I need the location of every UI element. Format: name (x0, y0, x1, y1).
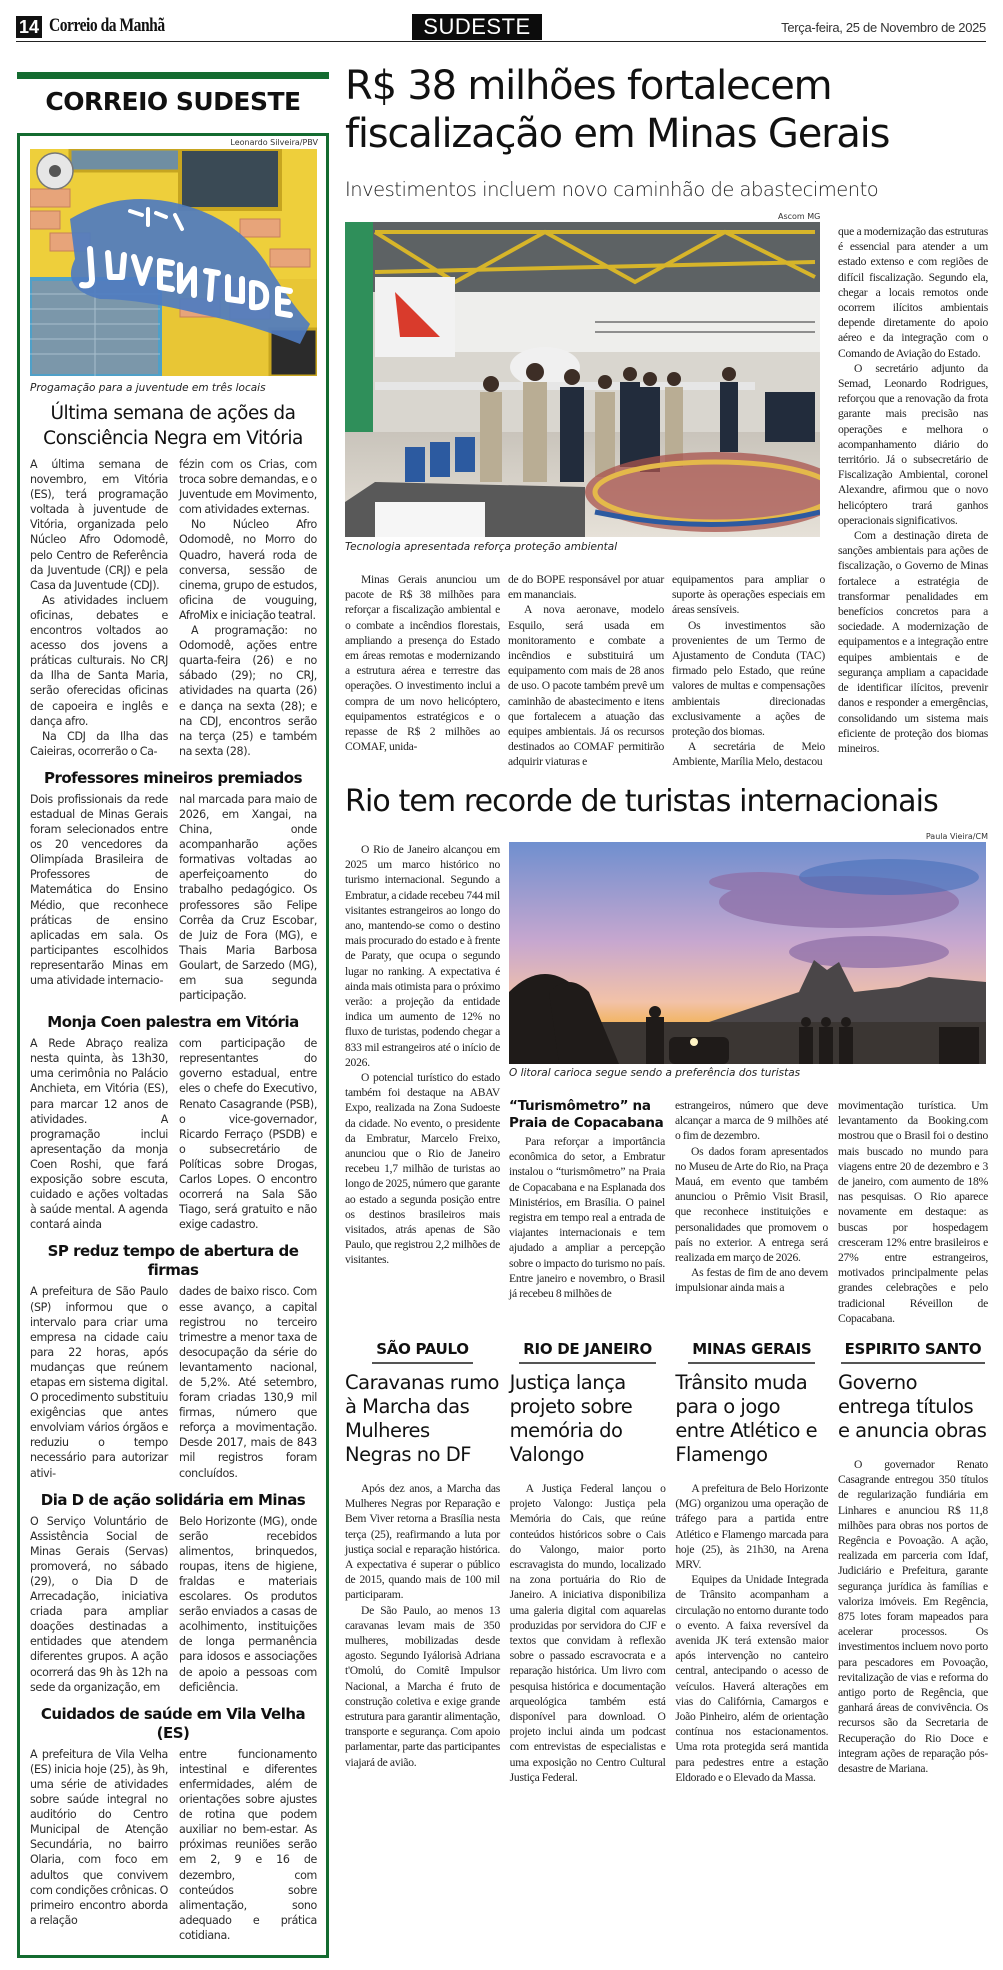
photo-caption: Tecnologia apresentada reforça proteção ambiental (345, 541, 618, 553)
text-column (179, 792, 317, 1003)
text-column (30, 1514, 168, 1695)
brief-headline[interactable]: Cuidados de saúde em Vila Velha (ES) (40, 1704, 306, 1742)
paragraph: O Serviço Voluntário de Assistência Social de Minas Gerais (Servas) promoverá, no sábado (29), o Dia D de Arrecadação, iniciativa criada para ampliar doações destinadas a entidades que atendem diferentes grupos. A ação ocorrerá das 9h às 12h na sede da organização, em (30, 1514, 168, 1694)
paragraph: entre funcionamento intestinal e diferentes enfermidades, além de orientações sobre ajustes de rotina que podem auxiliar no bem-estar. As próximas reuniões serão em 2, 9 e 16 de dezembro, com conteúdos sobre alimentação, sono adequado e prática cotidiana. (179, 1747, 317, 1942)
paragraph: A prefeitura de Vila Velha (ES) inicia hoje (25), às 9h, uma série de atividades sobre saúde integral no auditório do Centro Municipal de Atenção Secundária, no bairro Olaria, com foco em adultos que convivem com condições crônicas. O primeiro encontro aborda a relação (30, 1747, 168, 1927)
paragraph: Para reforçar a importância econômica do setor, a Embratur instalou o “turismômetro” na Praia de Copacabana e na Esplanada dos Ministérios, em Brasília. O painel registra em tempo real a entrada de viajantes internacionais e tem ajudado a ampliar a percepção sobre o impacto do turismo no país. Entre janeiro e novembro, o Brasil já recebeu 8 milhões de (509, 1135, 665, 1301)
paragraph: A prefeitura de Belo Horizonte (MG) organizou uma operação de tráfego para a partida entre Atlético e Flamengo marcada para hoje (25), às 21h30, na Arena MRV. (675, 1482, 829, 1572)
paragraph: equipamentos para ampliar o suporte às operações especiais em áreas sensíveis. (672, 573, 825, 617)
regional-body (510, 1481, 666, 1785)
brief-body (30, 1036, 317, 1232)
regional-briefs (345, 1340, 988, 1785)
paragraph: Os investimentos são provenientes de um Termo de Ajustamento de Conduta (TAC) firmado pelo Estado, que reúne valores de multas e compensações ambientais direcionadas exclusivamente a ações de proteção dos biomas. (672, 618, 825, 739)
paragraph: No Núcleo Afro Odomodê, no Morro do Quadro, haverá roda de conversa, sessão de cinema, grupo de estudos, oficina de vouguing, AfroMix e iniciação teatral. (179, 518, 317, 622)
paragraph: A programação: no Odomodê, ações entre quarta-feira (26) e no sábado (29); no CRJ, atividades na quarta (26) e dança na sexta (28); e na CDJ, encontros serão na terça (25) e também na sexta (28). (179, 624, 317, 758)
regional-brief-minas-gerais (675, 1340, 828, 1785)
main-story-column-3 (672, 572, 825, 770)
paragraph: Belo Horizonte (MG), onde serão recebidos alimentos, brinquedos, roupas, itens de higiene, fraldas e materiais escolares. Os produtos serão enviados a casas de acolhimento, instituições de longa permanência para idosos e associações de apoio a pessoas com deficiência. (179, 1514, 317, 1694)
brief-body (30, 1514, 317, 1695)
paragraph: com participação de representantes do governo estadual, entre eles o chefe do Executivo, Renato Casagrande (PSB), o vice-governador, Ricardo Ferraço (PSDB) e o subsecretário de Políticas sobre Drogas, Carlos Lopes. O encontro ocorrerá na Sala São Tiago, será gratuito e não exige cadastro. (179, 1037, 317, 1232)
regional-headline[interactable]: Justiça lança projeto sobre memória do Valongo (509, 1371, 633, 1466)
main-story-column-4 (838, 224, 988, 756)
sidebar-lead-headline[interactable]: Última semana de ações da Consciência Negra em Vitória (43, 403, 303, 449)
region-label-espirito-santo[interactable]: ESPIRITO SANTO (841, 1340, 986, 1364)
text-column (179, 1284, 317, 1480)
paragraph: A última semana de novembro, em Vitória (ES), terá programação voltada à juventude de Vitória, organizada pelo Núcleo Afro Odomodê, pelo Centro de Referência da Juventude (CRJ) e pela Casa da Juventude (CDJ). (30, 458, 168, 592)
paragraph: fézin com os Crias, com troca sobre demandas, e o Juventude em Movimento, com atividades externas. (179, 458, 317, 517)
paragraph: movimentação turística. Um levantamento da Booking.com mostrou que o Brasil foi o destino mais buscado no mundo para viagens entre 20 de dezembro e 3 de janeiro, com aumento de 18% nas pesquisas. O Rio aparece novamente em destaque: as buscas por hospedagem cresceram 12% entre brasileiros e 27% entre estrangeiros, motivados principalmente pelas grandes celebrações e pelo tradicional Réveillon de Copacabana. (838, 1099, 988, 1325)
rio-story-column-4 (838, 1098, 988, 1326)
paragraph: Dois profissionais da rede estadual de Minas Gerais foram selecionados entre os 20 vencedores da Olimpíada Brasileira de Professores de Matemática do Ensino Médio, que reconhece práticas de ensino aplicadas em sala. Os participantes escolhidos representarão Minas em uma atividade internacio- (30, 792, 168, 987)
photo-credit: Paula Vieira/CM (925, 832, 988, 841)
paragraph: de do BOPE responsável por atuar em mananciais. (508, 573, 664, 602)
paragraph: A Justiça Federal lançou o projeto Valongo: Justiça pela Memória do Cais, que reúne conteúdos históricos sobre o Cais do Valongo, maior porto escravagista do mundo, localizado na zona portuária do Rio de Janeiro. A iniciativa disponibiliza uma galeria digital com aquarelas produzidas por servidora do CJF e textos que convidam à reflexão sobre o passado escravocrata e a reparação histórica. Um livro com pesquisa histórica e documentação arqueológica também está disponível para download. O projeto inclui ainda um podcast com entrevistas de especialistas e uma exposição no Centro Cultural Justiça Federal. (509, 1482, 666, 1784)
regional-brief-espirito-santo (838, 1340, 988, 1776)
sidebar-lead-body (30, 457, 317, 759)
regional-headline[interactable]: Trânsito muda para o jogo entre Atlético e Flamengo (675, 1371, 818, 1466)
text-column (179, 1747, 317, 1943)
photo-caption: Progamação para a juventude em três locais (30, 382, 266, 394)
regional-headline[interactable]: Governo entrega títulos e anuncia obras (837, 1371, 987, 1442)
newspaper-name[interactable]: Correio da Manhã (49, 15, 165, 36)
text-column (179, 1514, 317, 1695)
regional-headline[interactable]: Caravanas rumo à Marcha das Mulheres Negras no DF (345, 1371, 499, 1466)
paragraph: A secretária de Meio Ambiente, Marília Melo, destacou (672, 740, 825, 769)
paragraph: estrangeiros, número que deve alcançar a marca de 9 milhões até o fim de dezembro. (675, 1099, 828, 1143)
region-label-rio-de-janeiro[interactable]: RIO DE JANEIRO (519, 1340, 656, 1364)
main-story-body (345, 541, 825, 770)
paragraph: As festas de fim de ano devem impulsionar ainda mais a (675, 1266, 828, 1295)
rio-story-column-1 (345, 832, 500, 1268)
paragraph: A Rede Abraço realiza nesta quinta, às 13h30, uma cerimônia no Palácio Anchieta, em Vitória (ES), para marcar 12 anos de atividades. A programação inclui apresentação da monja Coen Roshi, que fará exposição sobre escuta, cuidado e ações voltadas à saúde mental. A agenda contará ainda (30, 1037, 168, 1232)
paragraph: Minas Gerais anunciou um pacote de R$ 38 milhões para reforçar a fiscalização ambiental e o combate a incêndios florestais, ampliando a presença do Estado em áreas remotas e modernizando a estrutura aérea e terrestre das operações. O investimento inclui a compra de um novo helicóptero, equipamentos estratégicos e o repasse de R$ 2 milhões ao COMAF, unida- (345, 573, 500, 754)
region-label-minas-gerais[interactable]: MINAS GERAIS (688, 1340, 815, 1364)
paragraph: dades de baixo risco. Com esse avanço, a capital registrou no terceiro trimestre a menor taxa de desocupação da série do levantamento nacional, de 5,2%. Até setembro, foram criadas 130,9 mil firmas, número que reforça a movimentação. Desde 2017, mais de 843 mil registros foram concluídos. (179, 1285, 317, 1480)
brief-body (30, 792, 317, 1003)
rio-story-column-2 (509, 1098, 665, 1301)
section-label[interactable]: SUDESTE (412, 14, 542, 40)
paragraph: Após dez anos, a Marcha das Mulheres Negras por Reparação e Bem Viver retorna a Brasília nesta terça (25), reafirmando a luta por justiça social e reparação histórica. A expectativa é superar o público de 2015, quando mais de 100 mil participaram. (345, 1482, 500, 1602)
mural-illustration (30, 149, 317, 376)
sidebar-title: CORREIO SUDESTE (45, 87, 301, 116)
paragraph: As atividades incluem oficinas, debates e encontros voltados ao acesso dos jovens a práticas culturais. No CRJ da Ilha de Santa Maria, serão oferecidas oficinas de capoeira e inglês e dança afro. (30, 593, 168, 728)
casa-juventude-photo[interactable] (30, 149, 317, 376)
photo-caption: O litoral carioca segue sendo a preferência dos turistas (509, 1067, 801, 1079)
rio-story-column-3 (675, 1098, 828, 1296)
brief-headline[interactable]: SP reduz tempo de abertura de firmas (47, 1242, 299, 1280)
text-column (179, 1036, 317, 1232)
regional-body (675, 1481, 828, 1785)
main-subheadline: Investimentos incluem novo caminhão de abastecimento (345, 178, 879, 201)
sunset-illustration (509, 842, 986, 1064)
main-story-column-2 (508, 572, 664, 770)
paragraph: O governador Renato Casagrande entregou 350 títulos de regularização fundiária em Linhares e anunciou R$ 11,8 milhões para obras nos portos de Regência e Povoação. A ação, realizada em parceria com Idaf, Judiciário e Prefeitura, garante segurança jurídica às famílias e valoriza imóveis. Em Regência, 875 lotes foram mapeados para acelerar processos. Os investimentos incluem novo porto para pescadores em Povoação, revitalização de vias e reforma do antigo porto de Regência, que ganhará áreas de convivência. Os recursos são da Secretaria de Recuperação do Rio Doce e integram ações de reparação pós-desastre de Mariana. (837, 1458, 988, 1776)
main-headline[interactable]: R$ 38 milhões fortalecem fiscalização em Minas Gerais (345, 63, 890, 157)
text-column (179, 457, 317, 759)
regional-body (345, 1481, 500, 1770)
paragraph: Os dados foram apresentados no Museu de Arte do Rio, na Praça Mauá, em evento que também anunciou o Prêmio Visit Brasil, que reconhece instituições e personalidades que promovem o país no exterior. A entrega será realizada em março de 2026. (675, 1144, 828, 1265)
paragraph: O secretário adjunto da Semad, Leonardo Rodrigues, reforçou que a renovação da frota garante mais precisão nas operações e melhora o acompanhamento diário do território. Já o subsecretário de Fiscalização Ambiental, coronel Alexandre, afirmou que o novo helicóptero trará ganhos operacionais significativos. (838, 361, 988, 527)
ipanema-sunset-photo[interactable] (509, 842, 986, 1064)
brief-headline[interactable]: Professores mineiros premiados (43, 768, 303, 787)
text-column (30, 1036, 168, 1232)
page-date: Terça-feira, 25 de Novembro de 2025 (781, 20, 986, 35)
brief-headline[interactable]: Dia D de ação solidária em Minas (40, 1490, 306, 1509)
brief-body (30, 1284, 317, 1480)
sidebar (17, 72, 329, 1958)
regional-body (838, 1457, 988, 1776)
sidebar-accent-bar (17, 72, 329, 79)
photo-credit: Leonardo Silveira/PBV (230, 138, 318, 147)
text-column (30, 792, 168, 988)
regional-brief-sao-paulo (345, 1340, 500, 1770)
text-column (30, 457, 168, 759)
paragraph: que a modernização das estruturas é essencial para atender a um estado extenso e com regiões de difícil fiscalização. Segundo ela, chegar a locais remotos onde ocorrem ilícitos ambientais depende diretamente do apoio aéreo e da integração com o Comando de Aviação do Estado. (838, 225, 988, 360)
photo-credit: Ascom MG (778, 212, 821, 221)
hangar-photo[interactable] (345, 222, 820, 537)
brief-body (30, 1747, 317, 1943)
rio-story-column-2-text (509, 1134, 665, 1301)
page-number: 14 (16, 16, 42, 38)
rio-headline[interactable]: Rio tem recorde de turistas internacionais (345, 784, 938, 819)
text-column (30, 1747, 168, 1928)
paragraph: O Rio de Janeiro alcançou em 2025 um marco histórico no turismo internacional. Segundo a Embratur, a cidade recebeu 744 mil visitantes estrangeiros ao longo do ano, mantendo-se como o destino mais procurado do estado e à frente de Paraty, que ocupa o segundo lugar no ranking. A expectativa é ainda mais otimista para o próximo verão: a projeção da entidade indica um aumento de 12% no fluxo de turistas, podendo chegar a 833 mil estrangeiros até o início de 2026. (345, 843, 500, 1069)
regional-brief-rio-de-janeiro (510, 1340, 666, 1785)
masthead (16, 14, 986, 42)
rio-story (345, 784, 988, 1326)
text-column (30, 1284, 168, 1480)
region-label-sao-paulo[interactable]: SÃO PAULO (372, 1340, 472, 1364)
rio-subheadline: “Turismômetro” na Praia de Copacabana (509, 1098, 664, 1131)
paragraph: A nova aeronave, modelo Esquilo, será usada em monitoramento e combate a incêndios e substituirá um equipamento com mais de 28 anos de uso. O pacote também prevê um caminhão de abastecimento e itens que fortalecem a atuação das equipes ambientais. Já os recursos destinados ao COMAF permitirão adquirir viaturas e (508, 603, 664, 769)
paragraph: Com a destinação direta de sanções ambientais para ações de fiscalização, o Governo de Minas fortalece a estratégia de transformar penalidades em benefícios concretos para a sociedade. A modernização de equipamentos e a integração entre equipes ambientais e de segurança ampliam a capacidade de identificar ilícitos, prevenir danos e responder a emergências, consolidando um sistema mais eficiente de proteção dos biomas mineiros. (838, 529, 988, 755)
paragraph: nal marcada para maio de 2026, em Xangai, na China, onde acompanharão ações formativas voltadas ao aperfeiçoamento do trabalho pedagógico. Os professores são Felipe Corrêa da Cruz Escobar, de Juiz de Fora (MG), e Thais Maria Barbosa Goulart, de Sarzedo (MG), em sua segunda participação. (179, 792, 317, 1003)
hangar-illustration (345, 222, 820, 537)
paragraph: Na CDJ da Ilha das Caieiras, ocorrerão o Ca- (30, 729, 168, 758)
brief-headline[interactable]: Monja Coen palestra em Vitória (47, 1013, 299, 1032)
main-story-column-1 (345, 572, 500, 754)
paragraph: O potencial turístico do estado também foi destaque na ABAV Expo, realizada na Zona Sudoeste da cidade. No evento, o presidente da Embratur, Marcelo Freixo, anunciou que o Rio de Janeiro recebeu 1,7 milhão de turistas ao longo de 2025, número que garante ao estado a segunda posição entre os destinos brasileiros mais visitados, atrás apenas de São Paulo, que registrou 2,2 milhões de visitantes. (345, 1071, 500, 1267)
paragraph: Equipes da Unidade Integrada de Trânsito acompanham a circulação no entorno durante todo o evento. A faixa reversível da avenida JK terá extensão maior após intervenção no canteiro central, antecipando o acesso de veículos. Haverá alterações em vias do Califórnia, Camargos e João Pinheiro, além de orientação contínua nos estacionamentos. Uma rota protegida será mantida para pedestres entre a estação Eldorado e o Elevado da Massa. (675, 1573, 829, 1784)
paragraph: De São Paulo, ao menos 13 caravanas levam mais de 350 mulheres, mobilizadas desde agosto. Segundo Iyálorisà Adriana t'Omolú, do Comitê Impulsor Nacional, a Marcha é fruto de construção coletiva e exige grande estrutura para garantir alimentação, transporte e segurança. Com apoio parlamentar, parte das participantes viajará de avião. (345, 1603, 500, 1769)
sidebar-box (17, 133, 329, 1958)
paragraph: A prefeitura de São Paulo (SP) informou que o intervalo para criar uma empresa na cidade caiu para 22 horas, após mudanças que reúnem etapas em sistema digital. O procedimento substituiu exigências que antes envolviam vários órgãos e reduziu o tempo necessário para autorizar ativi- (30, 1285, 168, 1480)
